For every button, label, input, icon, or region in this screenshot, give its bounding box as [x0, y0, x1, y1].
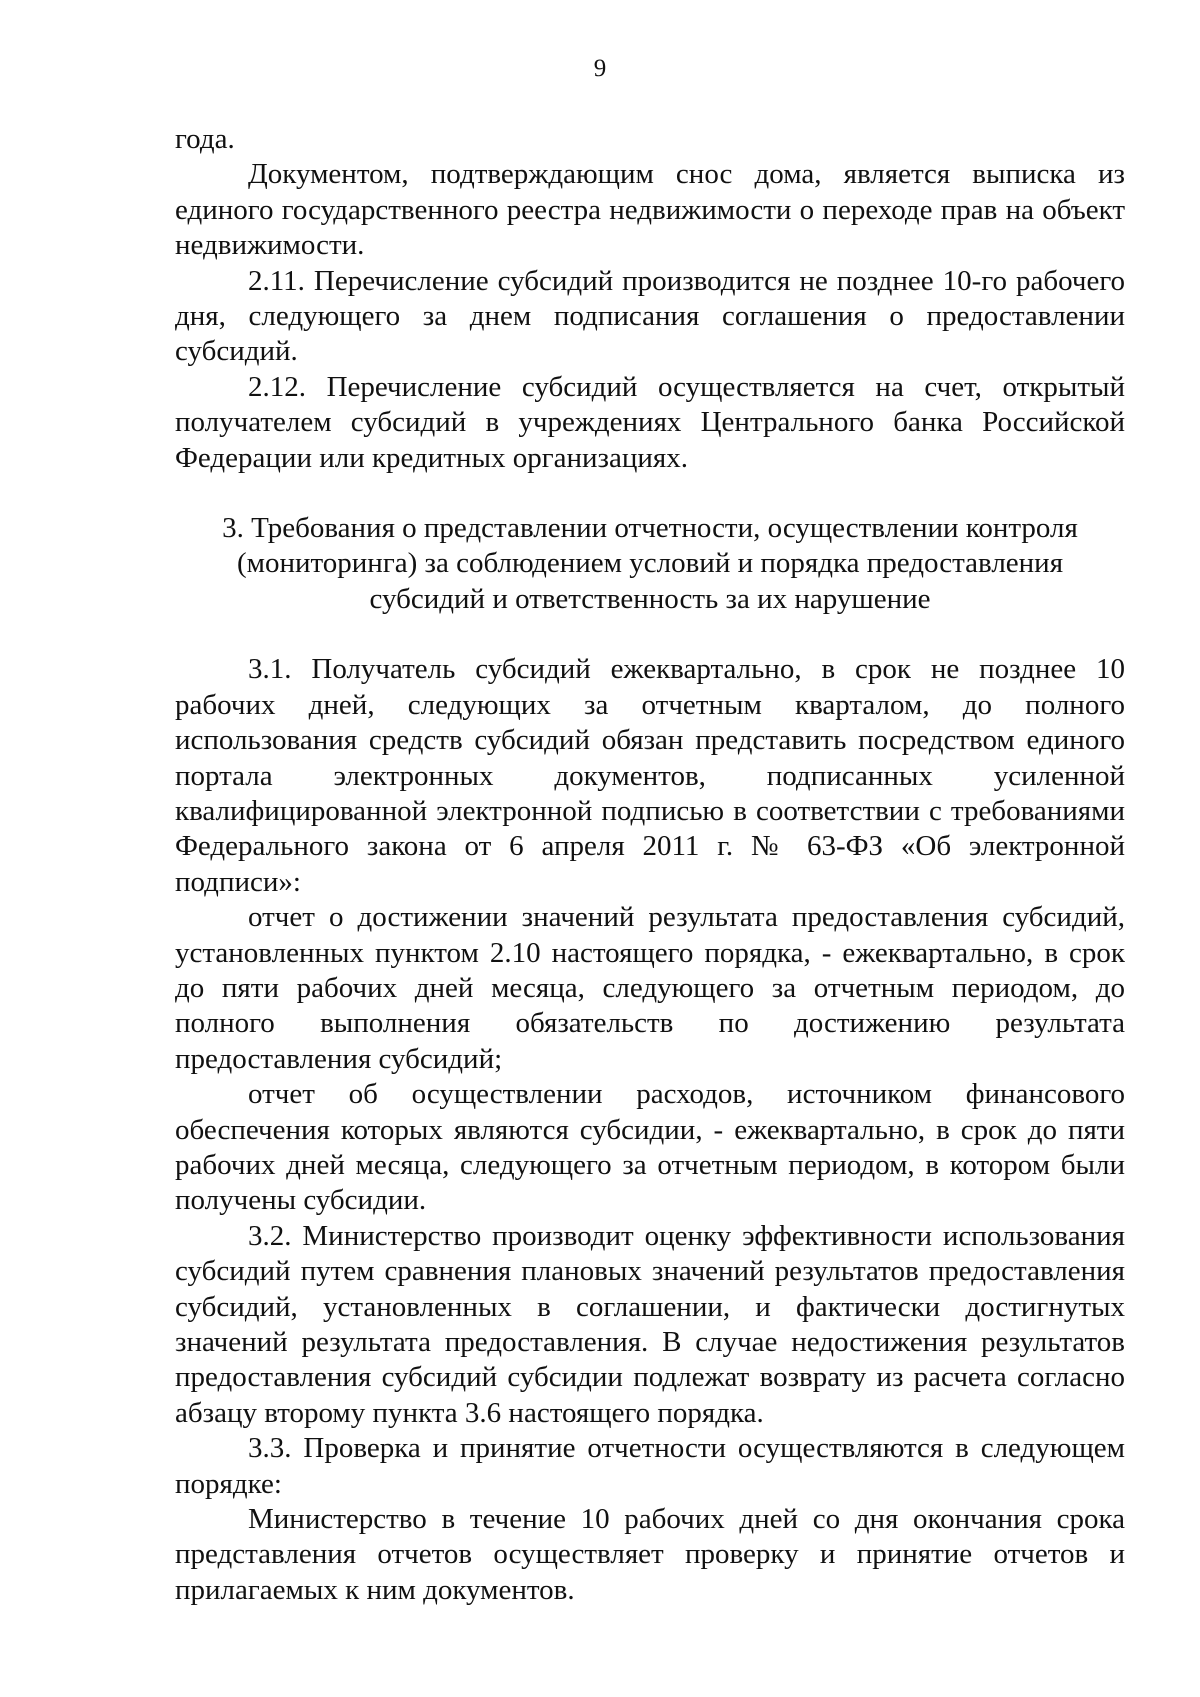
- paragraph-3-1: 3.1. Получатель субсидий ежеквартально, в срок не позднее 10 рабочих дней, следующих за отчетным кварталом, до полного использования средств субсидий обязан представить посредством единого портала электронных документов, подписанных усиленной квалифицированной электронной подписью в соответствии с требованиями Федерального закона от 6 апреля 2011 г. № 63-ФЗ «Об электронной подписи»:: [175, 653, 1125, 898]
- page-number: 9: [593, 55, 607, 82]
- section-heading-3: 3. Требования о представлении отчетности, осуществлении контроля (мониторинга) за соблюдением условий и порядка предоставления субсидий и ответственность за их нарушение: [222, 512, 1078, 615]
- paragraph-demolition-document: Документом, подтверждающим снос дома, является выписка из единого государственного реестра недвижимости о переходе прав на объект недвижимости.: [175, 158, 1125, 262]
- paragraph-report-expenses: отчет об осуществлении расходов, источником финансового обеспечения которых являются субсидии, - ежеквартально, в срок до пяти рабочих дней месяца, следующего за отчетным периодом, в котором были получены субсидии.: [175, 1078, 1125, 1217]
- paragraph-2-11: 2.11. Перечисление субсидий производится не позднее 10-го рабочего дня, следующего за днем подписания соглашения о предоставлении субсидий.: [175, 264, 1125, 368]
- paragraph-ministry-check: Министерство в течение 10 рабочих дней со дня окончания срока представления отчетов осуществляет проверку и принятие отчетов и прилагаемых к ним документов.: [175, 1503, 1125, 1606]
- paragraph-2-12: 2.12. Перечисление субсидий осуществляется на счет, открытый получателем субсидий в учреждениях Центрального банка Российской Федерации или кредитных организациях.: [175, 370, 1125, 474]
- paragraph-report-results: отчет о достижении значений результата предоставления субсидий, установленных пунктом 2.10 настоящего порядка, - ежеквартально, в срок до пяти рабочих дней месяца, следующего за отчетным периодом, до полного выполнения обязательств по достижению результата предоставления субсидий;: [175, 901, 1125, 1075]
- document-body: [175, 122, 1125, 1608]
- paragraph-3-3: 3.3. Проверка и принятие отчетности осуществляются в следующем порядке:: [175, 1432, 1125, 1500]
- paragraph-continuation: года.: [175, 123, 235, 155]
- paragraph-3-2: 3.2. Министерство производит оценку эффективности использования субсидий путем сравнения плановых значений результатов предоставления субсидий, установленных в соглашении, и фактически достигнутых значений результата предоставления. В случае недостижения результатов предоставления субсидий субсидии подлежат возврату из расчета согласно абзацу второму пункта 3.6 настоящего порядка.: [175, 1219, 1125, 1429]
